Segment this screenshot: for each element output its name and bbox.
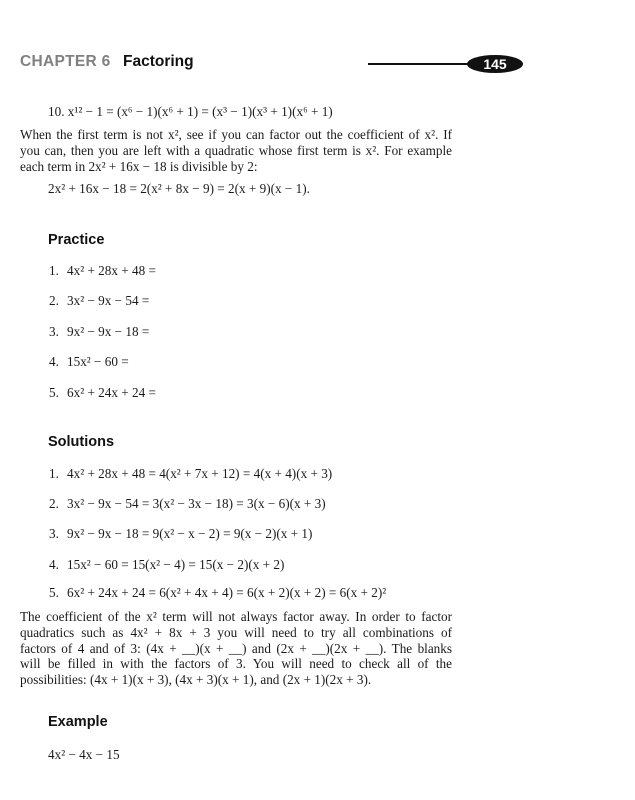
combination-paragraph: [20, 609, 452, 688]
item-number: 1.: [49, 263, 59, 278]
page-number-badge: 145: [467, 55, 523, 73]
item-text: 15x² − 60 =: [67, 354, 129, 369]
practice-item: [49, 293, 149, 309]
item-text: 6x² + 24x + 24 = 6(x² + 4x + 4) = 6(x + 2)(x + 2) = 6(x + 2)²: [67, 585, 387, 600]
example-item-10: 10. x¹² − 1 = (x⁶ − 1)(x⁶ + 1) = (x³ − 1)(x³ + 1)(x⁶ + 1): [48, 104, 333, 119]
page-header: [20, 50, 523, 76]
intro-line: each term in 2x² + 16x − 18 is divisible by 2:: [20, 158, 258, 174]
practice-item: [49, 354, 129, 370]
intro-line: When the first term is not x², see if you can factor out the coefficient of x². If: [20, 127, 452, 142]
item-number: 4.: [49, 557, 59, 572]
paragraph-line: The coefficient of the x² term will not always factor away. In order to factor: [20, 609, 452, 624]
item-text: 15x² − 60 = 15(x² − 4) = 15(x − 2)(x + 2): [67, 557, 285, 572]
intro-line: you can, then you are left with a quadratic whose first term is x². For example: [20, 142, 452, 158]
paragraph-line: factors of 4 and of 3: (4x + __)(x + __) and (2x + __)(2x + __). The blanks: [20, 640, 452, 656]
solution-item: [49, 496, 326, 512]
practice-item: [49, 324, 149, 340]
solution-item: [49, 526, 312, 542]
item-number: 5.: [49, 585, 59, 600]
paragraph-line: possibilities: (4x + 1)(x + 3), (4x + 3)(x + 1), and (2x + 1)(2x + 3).: [20, 672, 372, 688]
item-number: 1.: [49, 466, 59, 481]
item-number: 3.: [49, 526, 59, 541]
example-heading: Example: [48, 714, 108, 730]
item-text: 3x² − 9x − 54 = 3(x² − 3x − 18) = 3(x − 6)(x + 3): [67, 496, 326, 511]
practice-heading: Practice: [48, 232, 105, 248]
solutions-heading: Solutions: [48, 434, 115, 450]
item-number: 2.: [49, 496, 59, 511]
item-number: 5.: [49, 385, 59, 400]
paragraph-line: will be filled in with the factors of 3. You will need to check all of the: [20, 656, 452, 672]
solution-item: [49, 466, 332, 482]
item-text: 4x² + 28x + 48 = 4(x² + 7x + 12) = 4(x + 4)(x + 3): [67, 466, 333, 481]
solution-item: [49, 585, 386, 601]
item-number: 4.: [49, 354, 59, 369]
item-text: 9x² − 9x − 18 =: [67, 324, 150, 339]
chapter-title: Factoring: [123, 53, 194, 70]
practice-item: [49, 263, 156, 279]
example-equation: 2x² + 16x − 18 = 2(x² + 8x − 9) = 2(x + 9)(x − 1).: [48, 181, 310, 196]
item-text: 3x² − 9x − 54 =: [67, 293, 150, 308]
paragraph-line: quadratics such as 4x² + 8x + 3 you will need to try all combinations of: [20, 624, 452, 640]
item-text: 4x² + 28x + 48 =: [67, 263, 156, 278]
example-expression: 4x² − 4x − 15: [48, 747, 120, 762]
item-number: 2.: [49, 293, 59, 308]
item-text: 9x² − 9x − 18 = 9(x² − x − 2) = 9(x − 2)(x + 1): [67, 526, 313, 541]
item-text: 6x² + 24x + 24 =: [67, 385, 156, 400]
practice-item: [49, 385, 156, 401]
chapter-label: CHAPTER 6: [20, 53, 111, 70]
intro-paragraph: [20, 127, 452, 174]
item-number: 3.: [49, 324, 59, 339]
solution-item: [49, 557, 284, 573]
